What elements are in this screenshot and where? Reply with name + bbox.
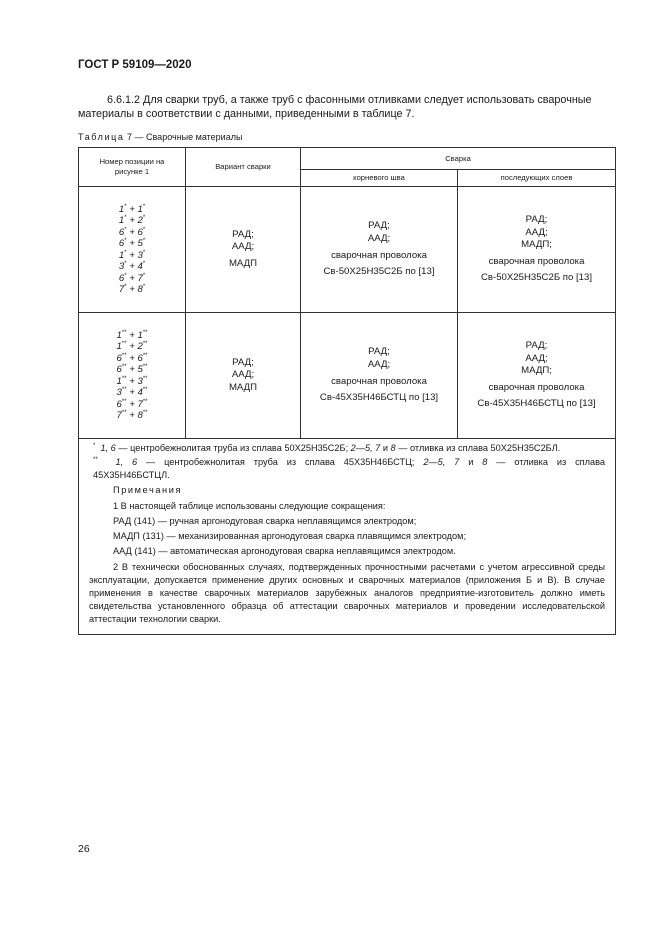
row1-root xyxy=(301,187,458,313)
cell-text-line: ААД; xyxy=(231,369,255,381)
cell-text-line: МАДП xyxy=(228,257,258,269)
cell-text-line: Св-45Х35Н46БСТЦ по [13] xyxy=(319,392,439,404)
table-caption-prefix: Таблица xyxy=(78,132,125,142)
note-rad: РАД (141) — ручная аргонодуговая сварка неплавящимся электродом; xyxy=(113,516,417,526)
cell-text-line: РАД; xyxy=(525,340,548,352)
row1-variant xyxy=(186,187,301,313)
cell-text-line: Св-50Х25Н35С2Б по [13] xyxy=(323,266,435,278)
position-combination: 1* + 2* xyxy=(118,215,146,226)
row2-next xyxy=(458,313,616,439)
row2-variant xyxy=(186,313,301,439)
row2-root xyxy=(301,313,458,439)
page-number: 26 xyxy=(78,843,90,855)
welding-materials-table xyxy=(78,147,616,635)
header-welding: Сварка xyxy=(301,148,616,170)
header-variant: Вариант сварки xyxy=(186,148,301,187)
cell-text-line: сварочная проволока xyxy=(488,255,585,267)
cell-text-line: РАД; xyxy=(368,220,390,232)
cell-text-line: МАДП; xyxy=(521,365,552,377)
cell-text-line: сварочная проволока xyxy=(488,381,585,393)
header-root-seam: корневого шва xyxy=(301,170,458,187)
cell-text-line: ААД; xyxy=(231,241,255,253)
position-combination: 6* + 6* xyxy=(118,226,146,238)
cell-text-line: ААД; xyxy=(367,358,391,370)
cell-text-line: ААД; xyxy=(525,226,548,238)
note-madp: МАДП (131) — механизированная аргонодуговая сварка плавящимся электродом; xyxy=(113,531,467,541)
cell-text-line: РАД; xyxy=(368,346,390,358)
table-caption-text: 7 — Сварочные материалы xyxy=(124,132,243,142)
row1-next xyxy=(458,187,616,313)
footnote-2: ** 1, 6 — центробежнолитая труба из сплава 45Х35Н46БСТЦ; 2—5, 7 и 8 — отливка из сплава 45Х35Н46БСТЦЛ. xyxy=(93,457,605,480)
cell-text-line: МАДП xyxy=(228,381,258,393)
cell-text-line: РАД; xyxy=(525,214,548,226)
position-combination: 1** + 2** xyxy=(116,341,148,352)
note-2: 2 В технически обоснованных случаях, подтвержденных прочностными расчетами с учетом агрессивной среды эксплуатации, допускается применение других основных и сварочных материалов (приложения Б и В). В случае применения в качестве сварочных материалов зарубежных аналогов предприятие-изготовитель должно иметь свидетельства установленного образца об аттестации сварочных материалов и проведении исследовательской аттестации технологии сварки. xyxy=(89,562,605,624)
cell-text-line: ААД; xyxy=(367,232,391,244)
position-combination: 6** + 7** xyxy=(116,398,148,410)
document-header: ГОСТ Р 59109—2020 xyxy=(78,59,192,71)
position-combination: 6** + 6** xyxy=(116,352,148,364)
position-combination: 1* + 3* xyxy=(118,249,146,261)
note-1: 1 В настоящей таблице использованы следующие сокращения: xyxy=(113,501,386,511)
position-combination: 3* + 4* xyxy=(118,261,146,272)
header-position: Номер позиции на рисунке 1 xyxy=(79,148,186,187)
cell-text-line: Св-45Х35Н46БСТЦ по [13] xyxy=(477,398,596,410)
cell-text-line: МАДП; xyxy=(521,239,552,251)
cell-text-line: сварочная проволока xyxy=(331,375,427,387)
position-combination: 7** + 8** xyxy=(116,410,148,421)
position-combination: 6** + 5** xyxy=(116,364,148,375)
cell-text-line: сварочная проволока xyxy=(331,249,427,261)
row1-positions xyxy=(79,187,186,313)
table-caption xyxy=(78,132,242,142)
position-combination: 1* + 1* xyxy=(118,203,146,215)
intro-line-1: 6.6.1.2 Для сварки труб, а также труб с фасонными отливками следует использовать сварочные xyxy=(107,94,592,106)
position-combination: 6* + 5* xyxy=(118,238,146,249)
position-combination: 1** + 1** xyxy=(116,329,148,341)
header-next-layers: последующих слоев xyxy=(458,170,616,187)
row2-positions xyxy=(79,313,186,439)
note-aad: ААД (141) — автоматическая аргонодуговая сварка неплавящимся электродом. xyxy=(113,546,456,556)
cell-text-line: РАД; xyxy=(232,356,254,368)
notes-cell xyxy=(79,439,616,635)
notes-title: Примечания xyxy=(113,485,183,495)
position-combination: 1** + 3** xyxy=(116,375,148,387)
intro-line-2: материалы в соответствии с данными, приведенными в таблице 7. xyxy=(78,108,415,121)
position-combination: 3** + 4** xyxy=(116,387,148,398)
intro-paragraph xyxy=(78,93,614,122)
cell-text-line: Св-50Х25Н35С2Б по [13] xyxy=(481,272,592,284)
position-combination: 6* + 7* xyxy=(118,272,146,284)
position-combination: 7* + 8* xyxy=(118,284,146,295)
footnote-1: * 1, 6 — центробежнолитая труба из сплава 50Х25Н35С2Б; 2—5, 7 и 8 — отливка из сплава 50Х25Н35С2БЛ. xyxy=(93,443,561,453)
cell-text-line: РАД; xyxy=(232,228,254,240)
cell-text-line: ААД; xyxy=(525,352,548,364)
